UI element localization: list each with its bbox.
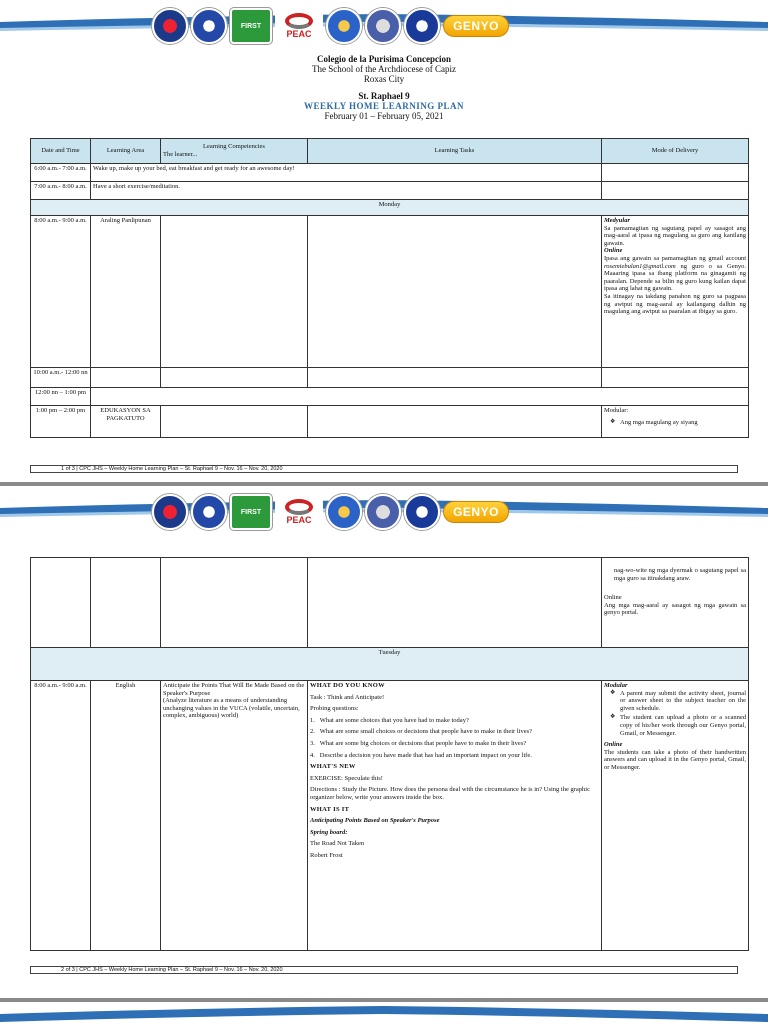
learning-tasks-cell: WHAT DO YOU KNOW Task : Think and Anticipate! Probing questions: 1. What are some choices that you have had to make today? 2. What are some small choices or decisions that people have to make in their lives? 3. What are some big choices or decisions that people have to make in their lives? 4. Describe a decision you have made that has had an important impact on your life. WHAT'S NEW EXERCISE: Speculate this! Directions : Study the Picture. How does the persona deal with the circumstance he is in? Using the graphic organizer below, write your answers inside the box. WHAT IS IT Anticipating Points Based on Speaker's Purpose Spring board: The Road Not Taken Robert Frost <box>308 681 602 951</box>
peac-green-logo-icon: FIRST <box>230 494 272 530</box>
logo-row <box>152 4 509 48</box>
banner-swoosh-icon <box>0 1002 768 1024</box>
table-row <box>31 388 749 406</box>
delivery-cell: Modular ❖ A parent may submit the activity sheet, journal or answer sheet to the subject teacher on the given schedule. ❖ The student can upload a photo or a scanned copy of his/her work through our Genyo portal, Gmail, or Messenger. Online The students can take a photo of their handwritten answers and can upload it in the Genyo portal, Gmail, or Messenger. <box>602 681 749 951</box>
cpc-seal-icon <box>404 8 440 44</box>
school-seal-icon <box>191 8 227 44</box>
peac-logo-icon: PEAC <box>275 494 323 530</box>
day-label: Monday <box>31 200 749 216</box>
time-cell: 8:00 a.m.- 9:00 a.m. <box>31 681 91 951</box>
table-row <box>31 368 749 388</box>
competency-cell: Anticipate the Points That Will Be Made Based on the Speaker's Purpose (Analyze literature as a means of understanding unchanging values in the VUCA (volatile, uncertain, complex, ambiguous) world) <box>161 681 308 951</box>
learning-area-cell: Araling Panlipunan <box>91 216 161 368</box>
routine-time: 7:00 a.m.- 8:00 a.m. <box>31 182 91 200</box>
delivery-cell: Modular: ❖ Ang mga magulang ay siyang <box>602 406 749 438</box>
page-footer: 1 of 3 | CPC JHS – Weekly Home Learning Plan – St. Raphael 9 – Nov. 16 – Nov. 20, 2020 <box>30 465 738 473</box>
header-learning-area: Learning Area <box>91 139 161 164</box>
routine-text: Have a short exercise/meditation. <box>91 182 602 200</box>
time-cell: 8:00 a.m.- 9:00 a.m. <box>31 216 91 368</box>
learning-area-cell: English <box>91 681 161 951</box>
school-city: Roxas City <box>363 74 405 84</box>
deped-seal-icon <box>152 8 188 44</box>
page-1 <box>0 0 768 482</box>
archdiocese-seal-icon <box>365 8 401 44</box>
logo-row <box>152 490 509 534</box>
cpc-seal-icon <box>404 494 440 530</box>
school-name: Colegio de la Purisima Concepcion <box>317 54 451 64</box>
day-label: Tuesday <box>31 648 749 681</box>
routine-time: 6:00 a.m.- 7:00 a.m. <box>31 164 91 182</box>
learning-plan-table <box>30 138 749 438</box>
header-mode-delivery: Mode of Delivery <box>602 139 749 164</box>
learning-area-cell: EDUKASYON SA PAGKATUTO <box>91 406 161 438</box>
header-date-time: Date and Time <box>31 139 91 164</box>
genyo-logo-icon: GENYO <box>443 15 509 37</box>
header-banner <box>0 486 768 536</box>
time-cell: 1:00 pm – 2:00 pm <box>31 406 91 438</box>
esc-logo-icon <box>326 494 362 530</box>
date-range: February 01 – February 05, 2021 <box>324 111 444 121</box>
delivery-cell: nag-wo-wite ng mga dyermak o sagutang papel sa mga guro sa itinakdang araw. Online Ang mga mag-aaral ay sasagot ng mga gawain sa genyo portal. <box>602 558 749 648</box>
plan-title: WEEKLY HOME LEARNING PLAN <box>303 101 465 111</box>
page-2 <box>0 486 768 998</box>
peac-logo-icon <box>275 8 323 44</box>
deped-seal-icon <box>152 494 188 530</box>
day-row-tuesday <box>31 648 749 681</box>
esc-logo-icon <box>326 8 362 44</box>
time-cell: 10:00 a.m.- 12:00 nn <box>31 368 91 388</box>
page-3 <box>0 1002 768 1024</box>
header-competencies: Learning Competencies The learner... <box>161 139 308 164</box>
table-row <box>31 164 749 182</box>
header-learning-tasks: Learning Tasks <box>308 139 602 164</box>
day-row-monday <box>31 200 749 216</box>
time-cell: 12:00 nn – 1:00 pm <box>31 388 91 406</box>
peac-label: PEAC <box>286 29 312 39</box>
archdiocese-seal-icon <box>365 494 401 530</box>
school-seal-icon <box>191 494 227 530</box>
section-name: St. Raphael 9 <box>358 91 410 101</box>
table-row <box>31 558 749 648</box>
page-footer: 2 of 3 | CPC JHS – Weekly Home Learning Plan – St. Raphael 9 – Nov. 16 – Nov. 20, 2020 <box>30 966 738 974</box>
routine-text: Wake up, make up your bed, eat breakfast and get ready for an awesome day! <box>91 164 602 182</box>
table-row <box>31 182 749 200</box>
school-header <box>0 54 768 121</box>
genyo-logo-icon: GENYO <box>443 501 509 523</box>
school-tagline: The School of the Archdiocese of Capiz <box>312 64 456 74</box>
delivery-cell: Medyular Sa pamamagitan ng sagutang papel ay sasagot ang mag-aaral at ipasa ng magulang sa guro ang kanilang gawain. Online Ipasa ang gawain sa pamamagitan ng gmail account rosemiebulan1@gmail.com ng guro o sa Genyo. Maaaring ipasa sa ibang platform na ginagamit ng paaralan. Depende sa bilin ng guro kung kailan dapat ipasa ang lahat ng gawain. Sa itinagay na takdang panahon ng guro sa pagpasa ng awtput ng mag-aaral ay kailangang dalhin ng magulang ang awtput sa paaralan at ibigay sa guro. <box>602 216 749 368</box>
table-row <box>31 216 749 368</box>
table-row <box>31 681 749 951</box>
learning-plan-table-continued <box>30 557 749 951</box>
first-label: FIRST <box>240 22 262 30</box>
peac-green-logo-icon <box>230 8 272 44</box>
table-row <box>31 406 749 438</box>
header-banner <box>0 0 768 50</box>
